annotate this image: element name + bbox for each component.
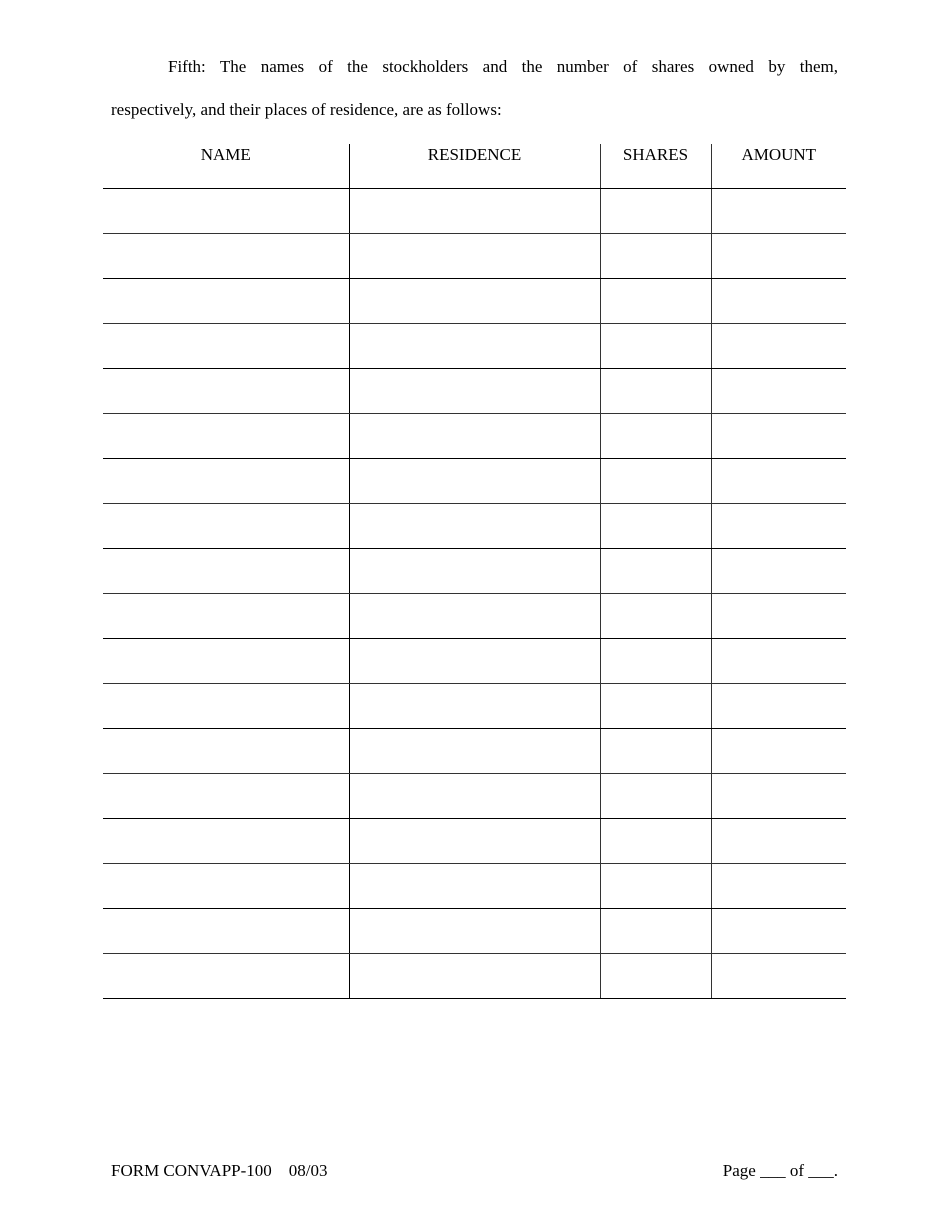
table-row [103, 864, 846, 909]
cell-name[interactable] [103, 819, 349, 864]
cell-amount[interactable] [711, 819, 846, 864]
table-row [103, 234, 846, 279]
table-row [103, 909, 846, 954]
column-header-residence: RESIDENCE [349, 144, 600, 189]
cell-residence[interactable] [349, 459, 600, 504]
cell-name[interactable] [103, 864, 349, 909]
cell-amount[interactable] [711, 594, 846, 639]
cell-name[interactable] [103, 774, 349, 819]
cell-residence[interactable] [349, 819, 600, 864]
cell-residence[interactable] [349, 414, 600, 459]
cell-residence[interactable] [349, 774, 600, 819]
cell-amount[interactable] [711, 909, 846, 954]
cell-residence[interactable] [349, 234, 600, 279]
cell-shares[interactable] [600, 504, 711, 549]
cell-amount[interactable] [711, 459, 846, 504]
stockholders-table-container [103, 144, 846, 999]
cell-amount[interactable] [711, 954, 846, 999]
cell-name[interactable] [103, 594, 349, 639]
cell-amount[interactable] [711, 684, 846, 729]
cell-shares[interactable] [600, 594, 711, 639]
cell-shares[interactable] [600, 414, 711, 459]
cell-name[interactable] [103, 414, 349, 459]
cell-amount[interactable] [711, 414, 846, 459]
cell-name[interactable] [103, 684, 349, 729]
intro-paragraph-line-1: Fifth: The names of the stockholders and the number of shares owned by them, [168, 57, 838, 76]
cell-residence[interactable] [349, 504, 600, 549]
cell-shares[interactable] [600, 684, 711, 729]
table-row [103, 774, 846, 819]
cell-name[interactable] [103, 324, 349, 369]
cell-name[interactable] [103, 639, 349, 684]
cell-shares[interactable] [600, 864, 711, 909]
cell-residence[interactable] [349, 189, 600, 234]
cell-residence[interactable] [349, 279, 600, 324]
cell-name[interactable] [103, 369, 349, 414]
cell-amount[interactable] [711, 369, 846, 414]
cell-amount[interactable] [711, 279, 846, 324]
cell-amount[interactable] [711, 234, 846, 279]
cell-name[interactable] [103, 459, 349, 504]
intro-paragraph-line-2: respectively, and their places of residence, are as follows: [111, 100, 502, 119]
cell-shares[interactable] [600, 369, 711, 414]
column-header-amount: AMOUNT [711, 144, 846, 189]
cell-residence[interactable] [349, 324, 600, 369]
table-row [103, 369, 846, 414]
cell-residence[interactable] [349, 369, 600, 414]
cell-amount[interactable] [711, 864, 846, 909]
cell-shares[interactable] [600, 639, 711, 684]
cell-shares[interactable] [600, 279, 711, 324]
cell-shares[interactable] [600, 459, 711, 504]
cell-residence[interactable] [349, 909, 600, 954]
cell-amount[interactable] [711, 504, 846, 549]
cell-name[interactable] [103, 234, 349, 279]
cell-shares[interactable] [600, 189, 711, 234]
cell-residence[interactable] [349, 639, 600, 684]
stockholders-table [103, 144, 846, 999]
form-identifier: FORM CONVAPP-100 08/03 [111, 1161, 328, 1180]
table-row [103, 819, 846, 864]
table-header-row [103, 144, 846, 189]
column-header-name: NAME [103, 144, 349, 189]
cell-shares[interactable] [600, 234, 711, 279]
cell-shares[interactable] [600, 909, 711, 954]
cell-name[interactable] [103, 909, 349, 954]
cell-name[interactable] [103, 729, 349, 774]
cell-residence[interactable] [349, 549, 600, 594]
cell-name[interactable] [103, 549, 349, 594]
table-row [103, 594, 846, 639]
table-row [103, 549, 846, 594]
table-row [103, 639, 846, 684]
table-row [103, 729, 846, 774]
cell-amount[interactable] [711, 729, 846, 774]
cell-shares[interactable] [600, 954, 711, 999]
cell-residence[interactable] [349, 594, 600, 639]
table-row [103, 189, 846, 234]
cell-shares[interactable] [600, 774, 711, 819]
cell-amount[interactable] [711, 549, 846, 594]
cell-name[interactable] [103, 504, 349, 549]
table-row [103, 504, 846, 549]
cell-amount[interactable] [711, 324, 846, 369]
cell-name[interactable] [103, 189, 349, 234]
cell-amount[interactable] [711, 189, 846, 234]
cell-residence[interactable] [349, 684, 600, 729]
table-body [103, 189, 846, 999]
cell-residence[interactable] [349, 954, 600, 999]
cell-shares[interactable] [600, 324, 711, 369]
cell-name[interactable] [103, 954, 349, 999]
cell-amount[interactable] [711, 774, 846, 819]
column-header-shares: SHARES [600, 144, 711, 189]
table-row [103, 459, 846, 504]
cell-name[interactable] [103, 279, 349, 324]
cell-residence[interactable] [349, 864, 600, 909]
table-row [103, 324, 846, 369]
table-row [103, 954, 846, 999]
table-row [103, 414, 846, 459]
cell-shares[interactable] [600, 549, 711, 594]
cell-amount[interactable] [711, 639, 846, 684]
cell-shares[interactable] [600, 819, 711, 864]
table-row [103, 279, 846, 324]
cell-shares[interactable] [600, 729, 711, 774]
table-row [103, 684, 846, 729]
page-number-blank: Page ___ of ___. [722, 1161, 838, 1180]
cell-residence[interactable] [349, 729, 600, 774]
